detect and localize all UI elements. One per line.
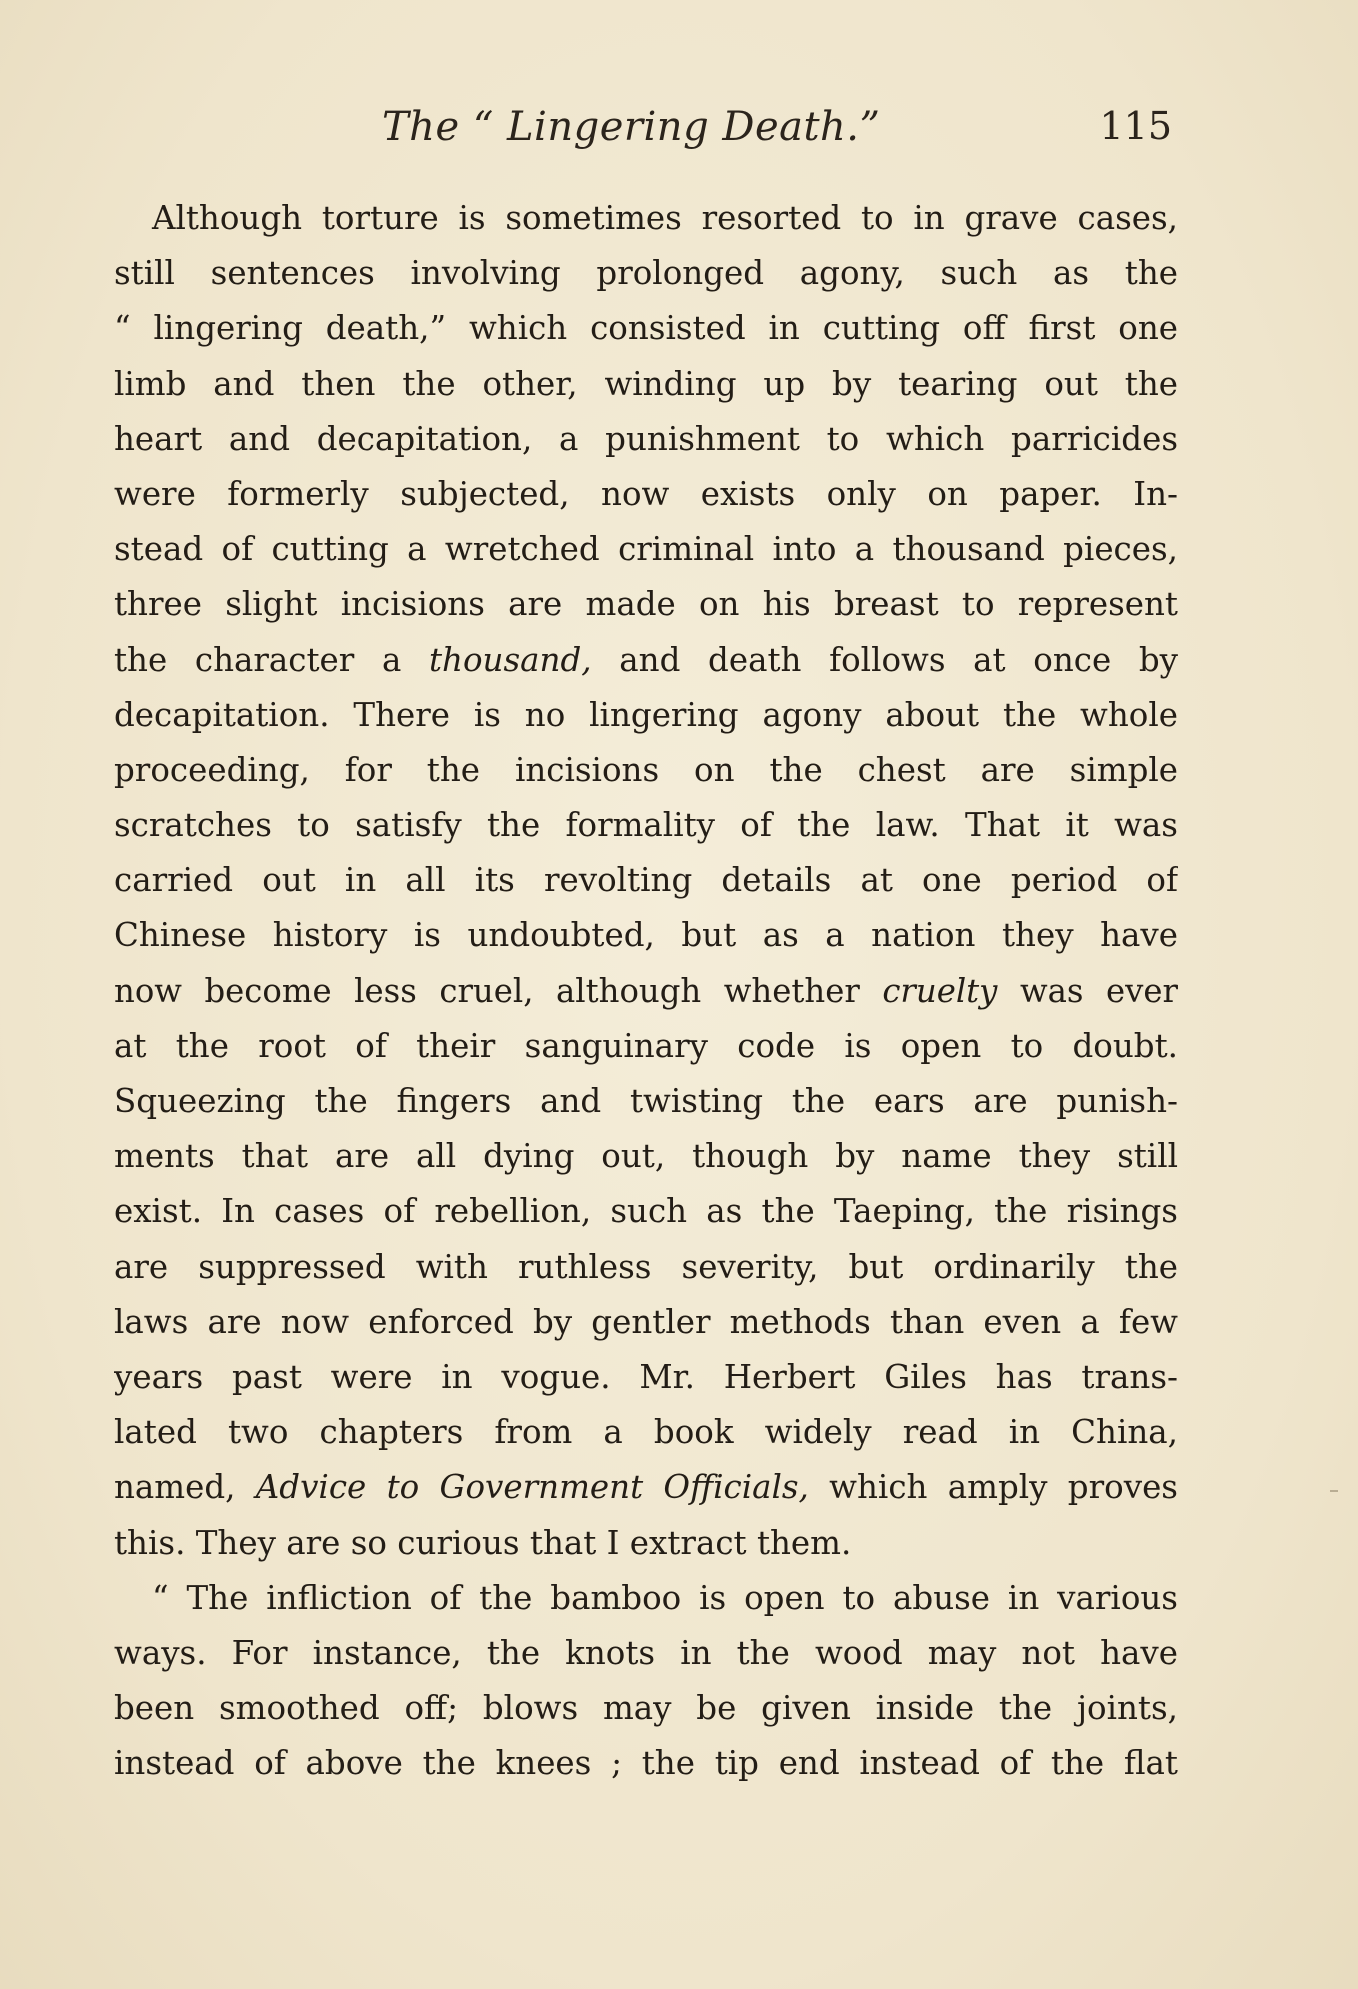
text-line: this. They are so curious that I extract them. <box>114 1523 852 1562</box>
text-line: the character a thousand, and death follows at once by <box>114 640 1178 679</box>
text-line: proceeding, for the incisions on the chest are simple <box>114 750 1178 789</box>
text-line: three slight incisions are made on his breast to represent <box>114 585 1178 624</box>
text-line: Squeezing the fingers and twisting the ears are punish- <box>114 1082 1178 1120</box>
text-line: at the root of their sanguinary code is open to doubt. <box>114 1026 1178 1065</box>
margin-mark <box>1330 1490 1338 1492</box>
running-head <box>114 104 1178 164</box>
text-line: still sentences involving prolonged agony, such as the <box>114 254 1178 293</box>
text-line: are suppressed with ruthless severity, but ordinarily the <box>114 1247 1178 1286</box>
text-line: instead of above the knees ; the tip end instead of the flat <box>114 1744 1178 1783</box>
text-line: “ lingering death,” which consisted in cutting off first one <box>114 309 1178 348</box>
text-line: limb and then the other, winding up by tearing out the <box>114 364 1178 403</box>
text-line: now become less cruel, although whether cruelty was ever <box>114 971 1178 1010</box>
italic-title: Advice to Government Officials, <box>255 1468 809 1507</box>
text-line: carried out in all its revolting details at one period of <box>114 861 1178 900</box>
text-line: ways. For instance, the knots in the wood may not have <box>114 1633 1178 1672</box>
text-line: Chinese history is undoubted, but as a nation they have <box>114 916 1178 955</box>
body-text <box>114 191 1178 1791</box>
italic-word: cruelty <box>882 971 998 1010</box>
text-line: were formerly subjected, now exists only on paper. In- <box>114 474 1178 513</box>
text-line: been smoothed off; blows may be given inside the joints, <box>114 1689 1178 1728</box>
text-line: named, Advice to Government Officials, which amply proves <box>114 1468 1178 1507</box>
text-line: decapitation. There is no lingering agony about the whole <box>114 695 1178 734</box>
text-line: ments that are all dying out, though by name they still <box>114 1137 1178 1176</box>
page-number: 115 <box>1099 104 1172 148</box>
italic-word: thousand, <box>429 640 592 679</box>
text-line: Although torture is sometimes resorted to in grave cases, <box>152 199 1178 237</box>
text-line: “ The infliction of the bamboo is open to abuse in various <box>152 1578 1178 1617</box>
text-line: laws are now enforced by gentler methods than even a few <box>114 1302 1178 1341</box>
paragraph-1 <box>114 191 1178 1571</box>
text-line: exist. In cases of rebellion, such as the Taeping, the risings <box>114 1192 1178 1231</box>
text-line: stead of cutting a wretched criminal into a thousand pieces, <box>114 530 1178 569</box>
text-line: lated two chapters from a book widely read in China, <box>114 1413 1178 1452</box>
running-title: The “ Lingering Death.” <box>382 104 881 150</box>
text-line: years past were in vogue. Mr. Herbert Giles has trans- <box>114 1357 1178 1396</box>
paragraph-2 <box>114 1571 1178 1792</box>
text-line: scratches to satisfy the formality of the law. That it was <box>114 806 1178 845</box>
text-line: heart and decapitation, a punishment to which parricides <box>114 419 1178 458</box>
